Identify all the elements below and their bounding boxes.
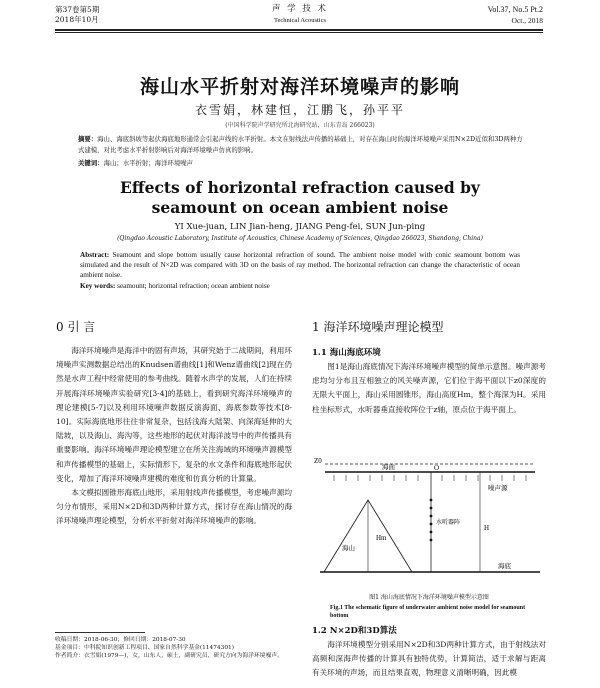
subsection-1-2-heading: 1.2 N×2D和3D算法 xyxy=(312,626,397,636)
header-rule xyxy=(55,29,543,31)
header-date-cn: 2018年10月 xyxy=(55,15,99,24)
figure-1-caption-cn: 图1 海山海底情况下海洋环境噪声模型示意图 xyxy=(369,594,489,601)
label-origin: O xyxy=(434,464,440,472)
label-seamount: 海山 xyxy=(342,544,355,552)
abstract-cn xyxy=(78,134,528,155)
label-noise-source: 噪声源 xyxy=(488,484,508,492)
section-0-heading: 0 引 言 xyxy=(56,320,96,334)
title-en: Effects of horizontal refraction caused by seamount on ocean ambient noise xyxy=(120,178,480,217)
figure-1-caption-en-label: Fig.1 xyxy=(330,605,343,611)
label-h: H xyxy=(484,524,490,532)
affiliation-en: (Qingdao Acoustic Laboratory, Institute of Acoustics, Chinese Academy of Sciences, Qingdao 266023, Shandong, China) xyxy=(117,235,483,242)
label-hm: Hm xyxy=(376,534,387,542)
footnote-rule xyxy=(55,632,145,633)
keywords-en-text: seamount; horizontal refraction; ocean ambient noise xyxy=(117,281,270,290)
authors-en: YI Xue-juan, LIN Jian-heng, JIANG Peng-fei, SUN Jun-ping xyxy=(174,222,426,232)
affiliation-cn: (中国科学院声学研究所北海研究站，山东青岛 266023) xyxy=(225,122,375,129)
figure-1-schematic xyxy=(310,440,550,590)
figure-1-caption-en xyxy=(330,604,540,620)
subsection-1-1-heading: 1.1 海山海底环境 xyxy=(312,348,381,358)
label-surface: 海面 xyxy=(382,463,395,471)
keywords-cn-label: 关键词： xyxy=(78,159,104,167)
header-date-en: Oct., 2018 xyxy=(511,16,543,25)
keywords-cn xyxy=(78,158,528,169)
section-1-1-body xyxy=(312,360,546,417)
footnotes xyxy=(55,636,295,661)
figure-1-caption-en-text: The schematic figure of underwater ambient noise model for seamount bottom xyxy=(330,605,526,619)
label-bottom: 海底 xyxy=(498,562,511,570)
section-1-heading: 1 海洋环境噪声理论模型 xyxy=(312,320,444,334)
keywords-en-label: Key words: xyxy=(80,281,116,290)
abstract-cn-text: 海山、海底斜坡等起伏海底地形通常会引起声线的水平折射。本文在射线法声传播的基础上，对存在海山时的海洋环境噪声采用N×2D近似和3D两种方式建模，对比考虑水平折射影响后对海洋环境噪声仿真的影响。 xyxy=(78,135,523,154)
footnote-author: 作者简介：衣雪娟(1979—)，女，山东人，硕士，副研究员，研究方向为海洋环境噪声。 xyxy=(55,653,283,660)
section-0-paragraph-2: 本文模拟圆锥形海底山地形，采用射线声传播模型，考虑噪声源均匀分布情形，采用N×2D和3D两种计算方式，探讨存在海山情况的海洋环境噪声理论模型，分析水平折射对海洋环境噪声的影响。 xyxy=(56,488,292,526)
authors-cn: 衣雪娟，林建恒，江鹏飞，孙平平 xyxy=(194,103,405,117)
noise-source-marks xyxy=(334,475,526,481)
title-cn: 海山水平折射对海洋环境噪声的影响 xyxy=(139,76,460,98)
header-journal-cn: 声 学 技 术 xyxy=(271,4,329,14)
abstract-en-text: Seamount and slope bottom usually cause horizontal refraction of sound. The ambient noise model with conic seamount bottom was simulated and the result of N×2D was compared with 3D on the basis of ray method. The horizontal refraction can change the characteristic of ocean ambient noise. xyxy=(80,251,521,280)
abstract-en xyxy=(80,250,520,291)
header-volume-cn: 第37卷第5期 xyxy=(55,5,100,14)
section-1-2-body xyxy=(312,638,546,688)
section-1-1-paragraph: 图1是海山海底情况下海洋环境噪声模型的简单示意图。噪声源考虑均匀分布且互相独立的风关噪声源，它们位于海平面以下z0深度的无限大平面上，海山采用圆锥形，海山高度Hm，整个海深为H。采用柱坐标形式，水听器垂直接收阵位于z轴，原点位于海平面上。 xyxy=(312,362,546,414)
label-hydrophone: 水听器阵 xyxy=(436,519,461,526)
abstract-en-label: Abstract: xyxy=(80,251,110,259)
section-0-paragraph-1: 海洋环境噪声是海洋中的固有声场，其研究始于二战期间，利用环境噪声实测数据总结出的Knudsen谱曲线[1]和Wenz谱曲线[2]现在仍然是水声工程中经常使用的参考曲线。随着水声学的发展，人们在持续开展海洋环境噪声实验研究[3-4]的基础上，看到研究海洋环境噪声的理论建模[5-7]以及利用环境噪声数据反演海面、海底参数等技术[8-10]。实际海底地形往往非常复杂，包括浅海大陆架、向深海延伸的大陆坡，以及海山、海沟等，这些地形的起伏对海洋波导中的声传播具有重要影响。海洋环境噪声理论模型建立在所关注海域的环境噪声源模型和声传播模型的基础上，实际情形下，复杂的水文条件和海底地形起伏变化，增加了海洋环境噪声建模的难度和仿真分析的计算量。 xyxy=(56,346,292,483)
abstract-cn-label: 摘要： xyxy=(78,135,98,143)
section-0-body xyxy=(56,344,292,529)
footnote-fund: 基金项目：中科院知识创新工程项目、国家自然科学基金(11474301) xyxy=(55,645,234,652)
header-volume-en: Vol.37, No.5 Pt.2 xyxy=(487,5,543,14)
section-1-2-paragraph: 海洋环境模型分别采用N×2D和3D两种计算方式，由于射线法对高频和深海声传播的计算具有独特优势，计算简洁，适于求解与距离有关环境的声场，而且结果直观，物理意义清晰明确，因此模 xyxy=(312,640,546,678)
label-z0: Z0 xyxy=(314,457,322,465)
footnote-dates: 收稿日期：2018-06-30；修回日期：2018-07-30 xyxy=(55,637,186,643)
header-rule-thin xyxy=(55,32,543,33)
keywords-cn-text: 海山；水平折射；海洋环境噪声 xyxy=(103,159,194,167)
header-journal-en: Technical Acoustics xyxy=(273,17,327,24)
